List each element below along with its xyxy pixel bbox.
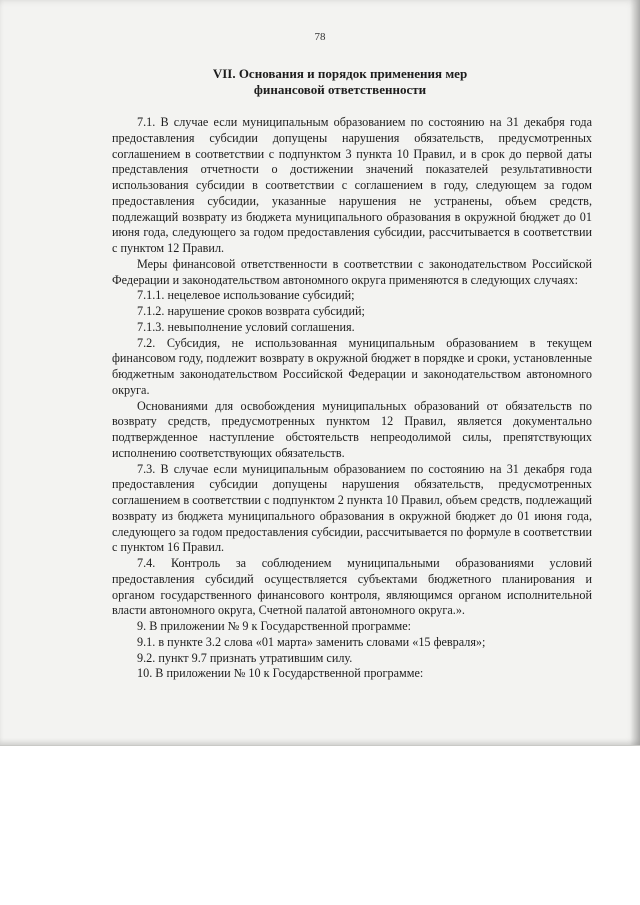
paragraph-7-3: 7.3. В случае если муниципальным образованием по состоянию на 31 декабря года предоставления субсидии допущены нарушения обязательств, предусмотренных соглашением в соответствии с подпунктом 2 пункта 10 Правил, объем средств, подлежащий возврату из бюджета муниципального образования в окружной бюджет до 01 июня года, следующего за годом предоставления субсидии, рассчитывается по формуле в соответствии с пунктом 16 Правил. [112,461,592,555]
paragraph-7-1-1: 7.1.1. нецелевое использование субсидий; [137,288,355,303]
section-heading-line-1: VII. Основания и порядок применения мер [212,66,468,81]
paragraph-7-1-3: 7.1.3. невыполнение условий соглашения. [137,319,355,334]
paragraph-9-2: 9.2. пункт 9.7 признать утратившим силу. [137,650,353,665]
paragraph-7-1-2: 7.1.2. нарушение сроков возврата субсидий; [137,304,365,318]
paragraph-10: 10. В приложении № 10 к Государственной программе: [137,666,424,681]
paragraph-7-4: 7.4. Контроль за соблюдением муниципальными образованиями условий предоставления субсидий осуществляется субъектами бюджетного планирования и органом государственного финансового контроля, являющимся органом исполнительной власти автономного округа, Счетной палатой автономного округа.». [112,556,592,618]
paragraph-7-2: 7.2. Субсидия, не использованная муниципальным образованием в текущем финансовом году, подлежит возврату в окружной бюджет в порядке и сроки, установленные бюджетным законодательством Российской Федерации и законодательством автономного округа. [112,335,592,397]
paragraph-liability-cases: Меры финансовой ответственности в соответствии с законодательством Российской Федерации и законодательством автономного округа применяются в следующих случаях: [112,256,592,287]
paragraph-9-1: 9.1. в пункте 3.2 слова «01 марта» заменить словами «15 февраля»; [137,634,486,649]
paragraph-exemption-grounds: Основаниями для освобождения муниципальных образований от обязательств по возврату средств, предусмотренных пунктом 12 Правил, является документально подтвержденное наступление обстоятельств непреодолимой силы, препятствующих исполнению соответствующих обязательств. [112,398,592,460]
section-heading [110,66,570,98]
document-body [112,115,592,682]
page-number: 78 [314,31,326,43]
paragraph-7-1: 7.1. В случае если муниципальным образованием по состоянию на 31 декабря года предоставления субсидии допущены нарушения обязательств, предусмотренных соглашением в соответствии с подпунктом 3 пункта 10 Правил, и в срок до первой даты представления отчетности о достижении значений показателей результативности использования субсидии в соответствии с соглашением в году, следующем за годом предоставления субсидии, указанные нарушения не устранены, объем средств, подлежащий возврату из бюджета муниципального образования в окружной бюджет до 01 июня года, следующего за годом предоставления субсидии, рассчитывается в соответствии с пунктом 12 Правил. [112,115,592,255]
paragraph-9: 9. В приложении № 9 к Государственной программе: [137,619,412,633]
section-heading-line-2: финансовой ответственности [253,82,427,97]
